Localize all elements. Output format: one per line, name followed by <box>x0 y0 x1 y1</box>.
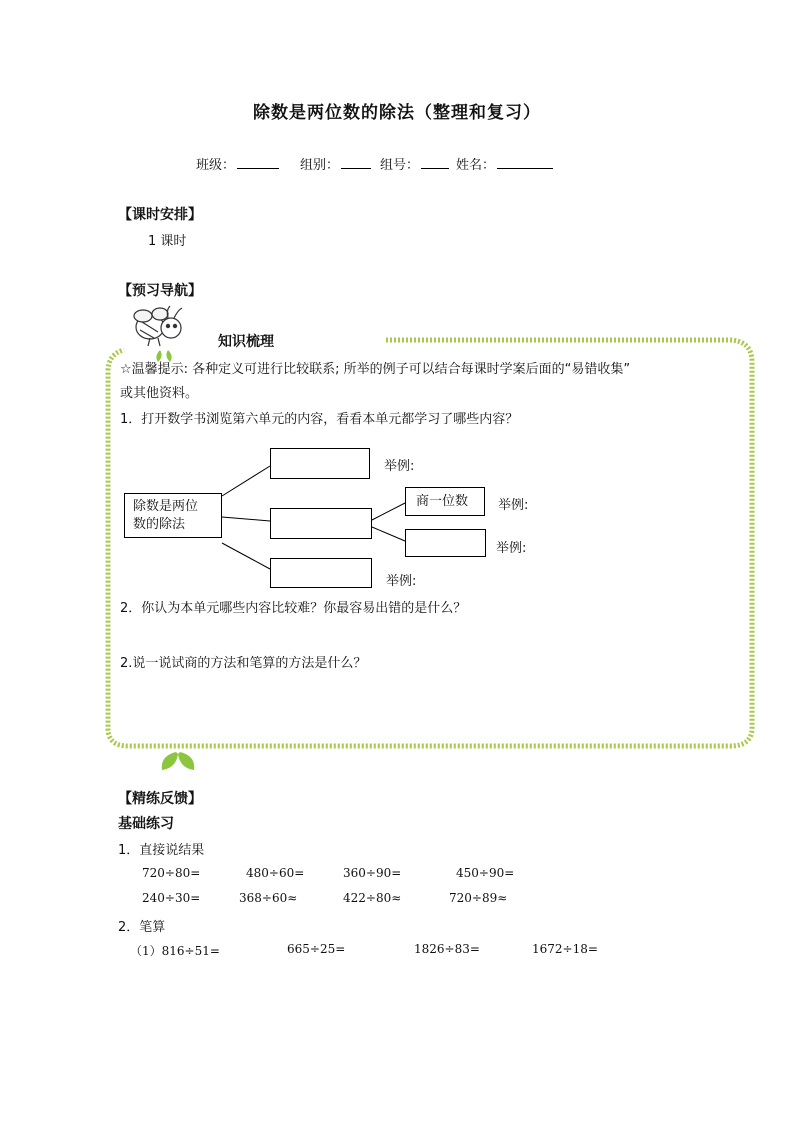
practice-heading: 【精练反馈】 <box>118 791 202 807</box>
example-label-3: 举例: <box>496 541 527 556</box>
page-title: 除数是两位数的除法（整理和复习） <box>253 103 541 123</box>
question-3: 2.说一说试商的方法和笔算的方法是什么？ <box>120 656 367 671</box>
exercise-prefix: （1） <box>130 944 162 958</box>
sub-box-2[interactable] <box>405 529 486 557</box>
class-label: 班级： <box>196 158 236 173</box>
example-label-2: 举例: <box>498 498 529 513</box>
sub-box-1 <box>405 487 485 516</box>
knowledge-heading: 知识梳理 <box>218 334 274 350</box>
practice-subheading: 基础练习 <box>118 816 174 832</box>
practice-question-1: 1．直接说结果 <box>118 843 205 858</box>
exercise-item: 720÷80= <box>142 866 201 880</box>
example-label-4: 举例: <box>386 574 417 589</box>
exercise-item: 480÷60= <box>246 866 305 880</box>
exercise-item: 368÷60≈ <box>239 891 298 905</box>
leaf-icon <box>162 752 194 770</box>
exercise-item <box>130 942 220 959</box>
exercise-item: 422÷80≈ <box>343 891 402 905</box>
root-box-line-2: 数的除法 <box>133 517 186 532</box>
sub-box-label: 商一位数 <box>416 494 469 509</box>
topic-box-1[interactable] <box>270 448 370 479</box>
exercise-item: 1672÷18= <box>532 942 598 956</box>
topic-box-2[interactable] <box>270 508 372 539</box>
practice-question-2: 2．笔算 <box>118 920 166 935</box>
question-1: 1．打开数学书浏览第六单元的内容，看看本单元都学习了哪些内容？ <box>120 412 519 427</box>
topic-box-3[interactable] <box>270 558 372 588</box>
exercise-item: 240÷30= <box>142 891 201 905</box>
schedule-value: 1 课时 <box>148 234 187 249</box>
tip-line-1: ☆温馨提示: 各种定义可进行比较联系; 所举的例子可以结合每课时学案后面的“易错收集” <box>120 362 631 377</box>
exercise-expr: 816÷51= <box>161 944 220 958</box>
exercise-item: 360÷90= <box>343 866 402 880</box>
exercise-item: 1826÷83= <box>414 942 480 956</box>
example-label-1: 举例: <box>384 459 415 474</box>
root-box <box>124 493 222 538</box>
group-label: 组别： <box>300 158 340 173</box>
number-label: 组号： <box>380 158 420 173</box>
exercise-item: 450÷90= <box>456 866 515 880</box>
bee-icon <box>134 306 182 346</box>
tip-line-2: 或其他资料。 <box>120 386 199 401</box>
schedule-heading: 【课时安排】 <box>118 207 202 223</box>
name-label: 姓名： <box>456 158 496 173</box>
exercise-item: 665÷25= <box>287 942 346 956</box>
question-2: 2．你认为本单元哪些内容比较难？你最容易出错的是什么？ <box>120 601 467 616</box>
root-box-line-1: 除数是两位 <box>133 499 199 514</box>
preview-heading: 【预习导航】 <box>118 283 202 299</box>
exercise-item: 720÷89≈ <box>449 891 508 905</box>
